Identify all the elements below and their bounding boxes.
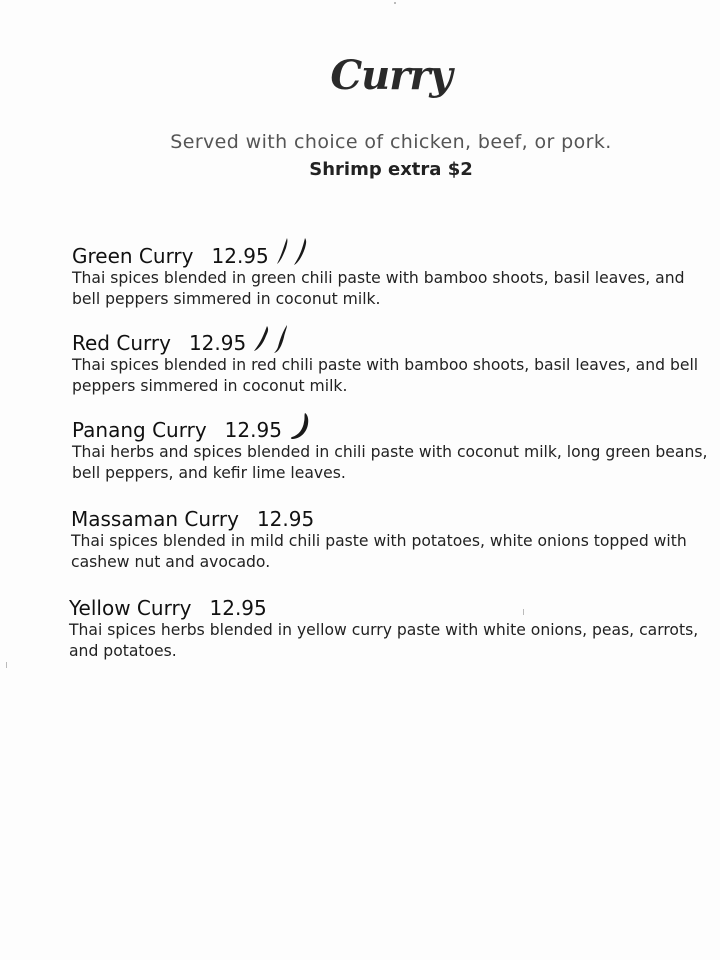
description-line: peppers simmered in coconut milk. xyxy=(72,377,348,395)
chili-pepper-icon xyxy=(252,323,272,355)
menu-item-price: 12.95 xyxy=(188,331,247,355)
menu-title: Curry xyxy=(330,52,452,99)
menu-item-description xyxy=(72,268,684,310)
menu-item-yellow-curry xyxy=(69,590,698,662)
menu-item-price: 12.95 xyxy=(224,418,282,442)
menu-item-name: Yellow Curry xyxy=(69,596,192,620)
menu-item-price: 12.95 xyxy=(209,596,267,620)
menu-item-description xyxy=(72,442,707,484)
menu-item-massaman-curry xyxy=(71,501,687,573)
menu-item-red-curry xyxy=(72,325,698,397)
menu-item-name: Panang Curry xyxy=(72,418,207,442)
description-line: Thai spices blended in green chili paste with bamboo shoots, basil leaves, and xyxy=(72,269,685,287)
chili-pepper-icon xyxy=(291,236,309,268)
spice-level-indicator xyxy=(288,412,314,442)
chili-pepper-icon xyxy=(275,236,291,268)
menu-item-green-curry xyxy=(72,238,684,310)
scan-mark xyxy=(394,2,396,4)
menu-item-description xyxy=(69,620,698,662)
description-line: Thai spices herbs blended in yellow curry paste with white onions, peas, carrots, xyxy=(69,621,699,639)
menu-item-description xyxy=(72,355,698,397)
menu-item-name: Green Curry xyxy=(72,244,194,268)
description-line: Thai spices blended in mild chili paste with potatoes, white onions topped with xyxy=(71,532,687,550)
description-line: cashew nut and avocado. xyxy=(71,553,271,571)
description-line: Thai spices blended in red chili paste with bamboo shoots, basil leaves, and bell xyxy=(72,356,699,374)
description-line: bell peppers simmered in coconut milk. xyxy=(72,290,381,308)
menu-item-name: Red Curry xyxy=(72,331,171,355)
menu-item-header xyxy=(71,501,687,531)
menu-item-price: 12.95 xyxy=(211,244,269,268)
menu-item-description xyxy=(71,531,687,573)
scan-mark xyxy=(523,609,524,615)
menu-item-header xyxy=(72,412,707,442)
description-line: and potatoes. xyxy=(69,642,177,660)
chili-pepper-icon xyxy=(288,410,314,442)
menu-item-name: Massaman Curry xyxy=(71,507,239,531)
menu-item-price: 12.95 xyxy=(256,507,315,531)
description-line: Thai herbs and spices blended in chili paste with coconut milk, long green beans, xyxy=(72,443,708,461)
menu-item-header xyxy=(69,590,698,620)
menu-item-header xyxy=(72,238,684,268)
description-line: bell peppers, and kefir lime leaves. xyxy=(72,464,346,482)
scan-mark xyxy=(6,662,7,668)
shrimp-note: Shrimp extra $2 xyxy=(309,159,473,180)
menu-item-panang-curry xyxy=(72,412,707,484)
chili-pepper-icon xyxy=(272,323,290,355)
spice-level-indicator xyxy=(275,238,309,268)
menu-subtitle: Served with choice of chicken, beef, or pork. xyxy=(170,131,612,153)
spice-level-indicator xyxy=(252,325,290,355)
menu-item-header xyxy=(72,325,698,355)
